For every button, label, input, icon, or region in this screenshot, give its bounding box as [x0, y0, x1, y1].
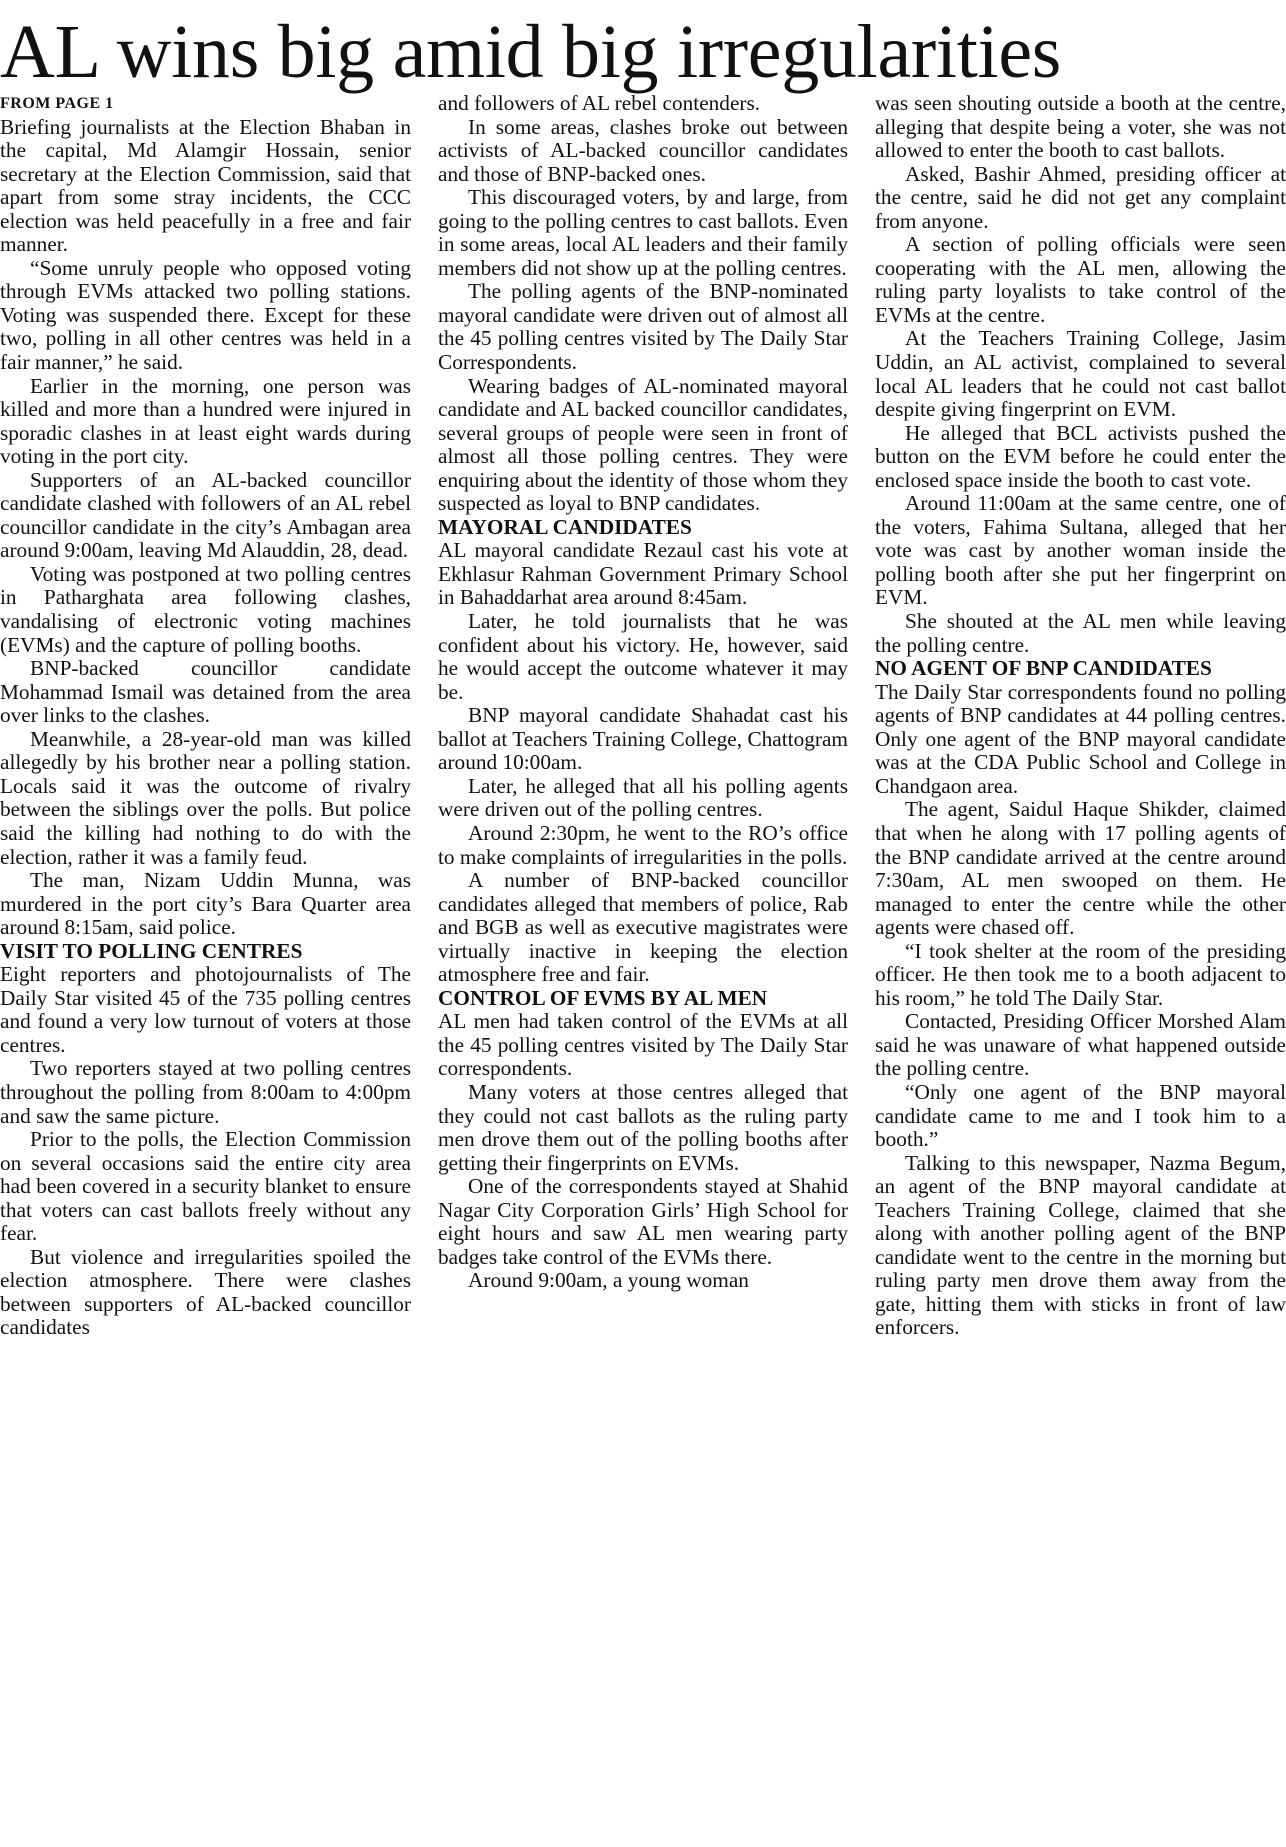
paragraph: This discouraged voters, by and large, from going to the polling centres to cast ballots. Even in some areas, local AL leaders and their family members did not show up at the polling centres.	[438, 185, 848, 280]
paragraph: “Some unruly people who opposed voting through EVMs attacked two polling stations. Voting was suspended there. Except for these two, polling in all other centres was held in a fair manner,” he said.	[0, 255, 411, 375]
paragraph: At the Teachers Training College, Jasim Uddin, an AL activist, complained to several local AL leaders that he could not cast ballot despite giving fingerprint on EVM.	[875, 326, 1286, 422]
paragraph: The man, Nizam Uddin Munna, was murdered in the port city’s Bara Quarter area around 8:15am, said police.	[0, 868, 411, 940]
paragraph: Later, he alleged that all his polling agents were driven out of the polling centres.	[438, 773, 848, 822]
paragraph: was seen shouting outside a booth at the centre, alleging that despite being a voter, she was not allowed to enter the booth to cast ballots.	[875, 91, 1286, 163]
subheading: MAYORAL CANDIDATES	[438, 514, 692, 539]
paragraph: The agent, Saidul Haque Shikder, claimed that when he along with 17 polling agents of the BNP candidate arrived at the centre around 7:30am, AL men swooped on them. He managed to enter the centre while the other agents were chased off.	[875, 797, 1286, 940]
paragraph: He alleged that BCL activists pushed the button on the EVM before he could enter the enclosed space inside the booth to cast vote.	[875, 420, 1286, 492]
paragraph: A section of polling officials were seen cooperating with the AL men, allowing the ruling party loyalists to take control of the EVMs at the centre.	[875, 232, 1286, 327]
paragraph: Voting was postponed at two polling centres in Patharghata area following clashes, vandalising of electronic voting machines (EVMs) and the capture of polling booths.	[0, 561, 411, 657]
paragraph: AL mayoral candidate Rezaul cast his vote at Ekhlasur Rahman Government Primary School in Bahaddarhat area around 8:45am.	[438, 538, 848, 610]
paragraph: Prior to the polls, the Election Commission on several occasions said the entire city area had been covered in a security blanket to ensure that voters can cast ballots freely without any fear.	[0, 1127, 411, 1246]
paragraph: Earlier in the morning, one person was killed and more than a hundred were injured in sporadic clashes in at least eight wards during voting in the port city.	[0, 373, 411, 469]
paragraph: One of the correspondents stayed at Shahid Nagar City Corporation Girls’ High School for eight hours and saw AL men wearing party badges take control of the EVMs there.	[438, 1174, 848, 1269]
article-column-2	[438, 92, 848, 1293]
subheading: NO AGENT OF BNP CANDIDATES	[875, 656, 1212, 681]
paragraph: Wearing badges of AL-nominated mayoral candidate and AL backed councillor candidates, several groups of people were seen in front of almost all those polling centres. They were enquiring about the identity of those whom they suspected as loyal to BNP candidates.	[438, 373, 848, 516]
continuation-label: FROM PAGE 1	[0, 95, 114, 112]
paragraph: Around 11:00am at the same centre, one of the voters, Fahima Sultana, alleged that her vote was cast by another woman inside the polling booth after she put her fingerprint on EVM.	[875, 491, 1286, 610]
paragraph: The polling agents of the BNP-nominated mayoral candidate were driven out of almost all the 45 polling centres visited by The Daily Star Correspondents.	[438, 279, 848, 375]
paragraph: A number of BNP-backed councillor candidates alleged that members of police, Rab and BGB as well as executive magistrates were virtually inactive in keeping the election atmosphere free and fair.	[438, 868, 848, 987]
paragraph: But violence and irregularities spoiled the election atmosphere. There were clashes between supporters of AL-backed councillor candidates	[0, 1244, 411, 1340]
paragraph: Later, he told journalists that he was confident about his victory. He, however, said he would accept the outcome whatever it may be.	[438, 609, 848, 704]
paragraph: BNP-backed councillor candidate Mohammad Ismail was detained from the area over links to the clashes.	[0, 656, 411, 728]
paragraph: She shouted at the AL men while leaving the polling centre.	[875, 609, 1286, 657]
paragraph: Around 2:30pm, he went to the RO’s office to make complaints of irregularities in the polls.	[438, 820, 848, 869]
article-column-1	[0, 92, 411, 1340]
paragraph: Contacted, Presiding Officer Morshed Alam said he was unaware of what happened outside the polling centre.	[875, 1009, 1286, 1081]
paragraph: Many voters at those centres alleged that they could not cast ballots as the ruling party men drove them out of the polling booths after getting their fingerprints on EVMs.	[438, 1079, 848, 1175]
subheading: VISIT TO POLLING CENTRES	[0, 938, 303, 963]
paragraph: In some areas, clashes broke out between activists of AL-backed councillor candidates and those of BNP-backed ones.	[438, 114, 848, 186]
paragraph: Two reporters stayed at two polling centres throughout the polling from 8:00am to 4:00pm and saw the same picture.	[0, 1056, 411, 1128]
paragraph: “Only one agent of the BNP mayoral candidate came to me and I took him to a booth.”	[875, 1079, 1286, 1152]
paragraph: and followers of AL rebel contenders.	[438, 91, 761, 115]
paragraph: Around 9:00am, a young woman	[468, 1268, 749, 1293]
paragraph: Supporters of an AL-backed councillor candidate clashed with followers of an AL rebel councillor candidate in the city’s Ambagan area around 9:00am, leaving Md Alauddin, 28, dead.	[0, 467, 411, 563]
paragraph: Asked, Bashir Ahmed, presiding officer at the centre, said he did not get any complaint from anyone.	[875, 161, 1286, 233]
article-column-3	[875, 92, 1286, 1340]
paragraph: “I took shelter at the room of the presiding officer. He then took me to a booth adjacent to his room,” he told The Daily Star.	[875, 938, 1286, 1010]
paragraph: The Daily Star correspondents found no polling agents of BNP candidates at 44 polling centres. Only one agent of the BNP mayoral candidate was at the CDA Public School and College in Chandgaon area.	[875, 679, 1286, 798]
paragraph: Briefing journalists at the Election Bhaban in the capital, Md Alamgir Hossain, senior secretary at the Election Commission, said that apart from some stray incidents, the CCC election was held peacefully in a free and fair manner.	[0, 114, 411, 257]
paragraph: BNP mayoral candidate Shahadat cast his ballot at Teachers Training College, Chattogram around 10:00am.	[438, 703, 848, 775]
headline: AL wins big amid big irregularities	[0, 10, 1062, 94]
subheading: CONTROL OF EVMS BY AL MEN	[438, 985, 768, 1010]
paragraph: Meanwhile, a 28-year-old man was killed allegedly by his brother near a polling station. Locals said it was the outcome of rivalry between the siblings over the polls. But police said the killing had nothing to do with the election, rather it was a family feud.	[0, 726, 411, 869]
paragraph: Talking to this newspaper, Nazma Begum, an agent of the BNP mayoral candidate at Teachers Training College, claimed that she along with another polling agent of the BNP candidate went to the centre in the morning but ruling party men drove them away from the gate, hitting them with sticks in front of law enforcers.	[875, 1150, 1286, 1340]
paragraph: AL men had taken control of the EVMs at all the 45 polling centres visited by The Daily Star correspondents.	[438, 1009, 848, 1081]
paragraph: Eight reporters and photojournalists of The Daily Star visited 45 of the 735 polling centres and found a very low turnout of voters at those centres.	[0, 962, 411, 1057]
